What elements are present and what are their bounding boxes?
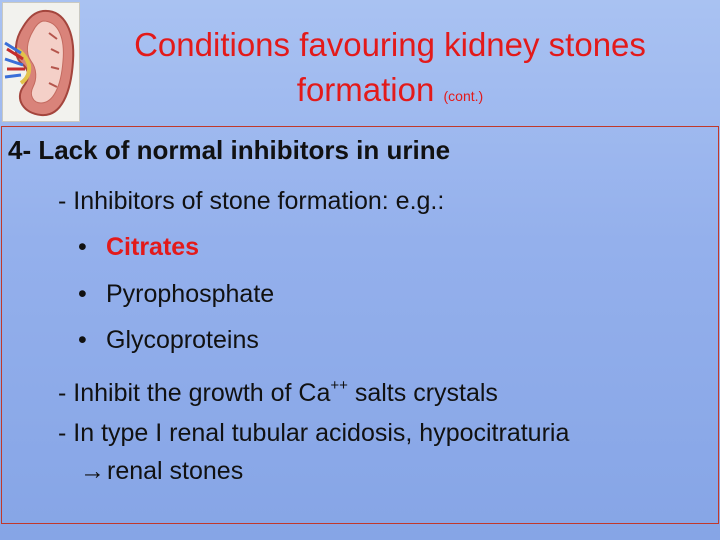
list-item-glycoproteins: [78, 325, 259, 355]
bullet-icon: •: [78, 280, 87, 308]
list-item-pyrophosphate: [78, 279, 274, 309]
bullet-icon: •: [78, 233, 87, 261]
renal-stones-text: renal stones: [107, 457, 244, 485]
growth-prefix: - Inhibit the growth of Ca: [58, 379, 331, 407]
acidosis-line: - In type I renal tubular acidosis, hypocitraturia: [58, 419, 570, 447]
title-line-2: [60, 67, 720, 119]
bullet-text: Citrates: [106, 233, 200, 261]
slide-title: [60, 22, 720, 119]
list-item-citrates: [78, 232, 199, 262]
bullet-text: Pyrophosphate: [106, 280, 275, 308]
section-heading: 4- Lack of normal inhibitors in urine: [8, 135, 451, 165]
growth-superscript: ++: [330, 377, 348, 394]
title-line-1: Conditions favouring kidney stones: [134, 26, 646, 63]
arrow-right-icon: →: [80, 457, 105, 485]
bullet-icon: •: [78, 326, 87, 354]
title-cont-label: (cont.): [443, 88, 484, 104]
title-line-2-text: formation: [296, 71, 435, 108]
renal-stones-line: [80, 456, 243, 486]
growth-line: [58, 371, 498, 408]
growth-suffix: salts crystals: [347, 379, 498, 407]
inhibitors-intro: - Inhibitors of stone formation: e.g.:: [58, 187, 445, 215]
bullet-text: Glycoproteins: [106, 326, 259, 354]
